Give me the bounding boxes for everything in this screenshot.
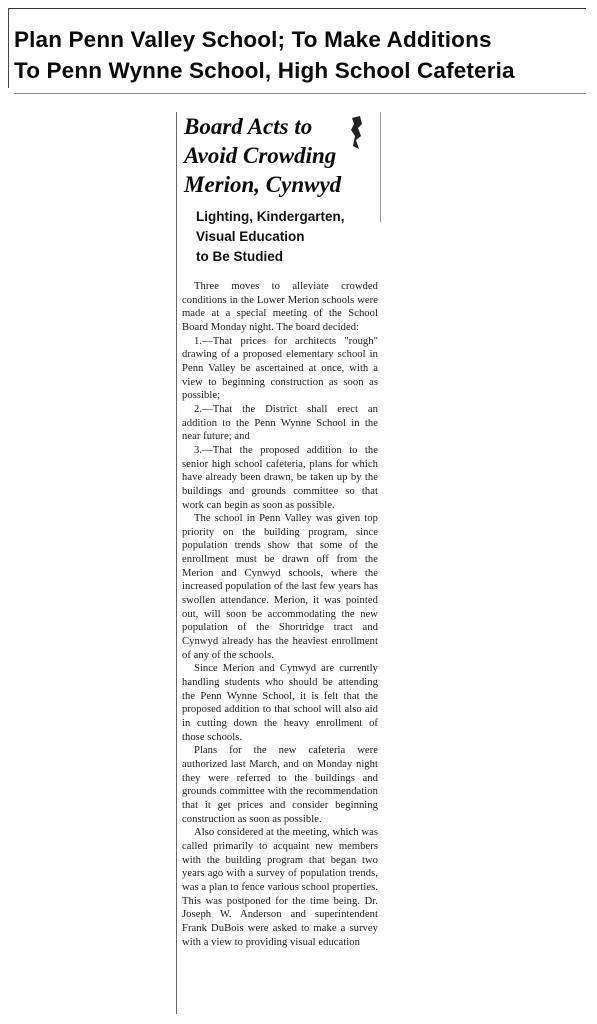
deck-line-3: Merion, Cynwyd <box>184 172 342 197</box>
subdeck-line-1: Lighting, Kindergarten, <box>196 209 345 224</box>
body-paragraph: Since Merion and Cynwyd are currently handling students who should be attending the Penn Wynne School, it is felt that the proposed addition to that school will also aid in cutting down the heavy enrollment of those schools. <box>182 663 378 743</box>
body-paragraph: 2.—That the District shall erect an addition to the Penn Wynne School in the near future; and <box>182 403 378 443</box>
headline <box>14 24 589 86</box>
subdeck-line-2: Visual Education <box>196 229 305 244</box>
article-subdeck <box>196 207 378 267</box>
column-left-rule <box>176 112 177 1014</box>
deck-line-2: Avoid Crowding <box>184 143 337 168</box>
body-paragraph: Also considered at the meeting, which was called primarily to acquaint new members with the building program that began two years ago with a survey of population trends, was a plan to fence various school properties. This was postponed for the time being. Dr. Joseph W. Anderson and superintendent Frank DuBois were asked to make a survey with a view to providing visual education <box>182 827 378 948</box>
body-paragraph: 1.—That prices for architects "rough" drawing of a proposed elementary school in Penn Valley be ascertained at once, with a view to beginning construction as soon as possible; <box>182 335 378 402</box>
deck-line-1: Board Acts to <box>184 114 313 139</box>
headline-line-1: Plan Penn Valley School; To Make Additions <box>14 27 492 52</box>
top-border-rule <box>8 8 586 9</box>
headline-line-2: To Penn Wynne School, High School Cafeteria <box>14 58 515 83</box>
left-border-rule <box>8 8 9 88</box>
article-body <box>178 280 378 949</box>
column-right-rule <box>380 112 381 222</box>
article <box>178 112 378 949</box>
body-paragraph: 3.—That the proposed addition to the senior high school cafeteria, plans for which have already been drawn, be taken up by the buildings and grounds committee so that work can begin as soon as possible. <box>182 444 378 511</box>
body-paragraph: Plans for the new cafeteria were authorized last March, and on Monday night they were referred to the buildings and grounds committee with the recommendation that it get prices and consider beginning construction as soon as possible. <box>182 745 378 825</box>
subdeck-line-3: to Be Studied <box>196 249 283 264</box>
body-paragraph: Three moves to alleviate crowded conditions in the Lower Merion schools were made at a special meeting of the School Board Monday night. The board decided: <box>182 281 378 333</box>
body-paragraph: The school in Penn Valley was given top priority on the building program, since population trends show that some of the enrollment must be drawn off from the Merion and Cynwyd schools, where the increased population of the last few years has swollen attendance. Merion, it was pointed out, will soon be accommodating the new population of the Shortridge tract and Cynwyd already has the heaviest enrollment of any of the schools. <box>182 513 378 661</box>
article-deck <box>184 112 378 199</box>
headline-underline-rule <box>14 93 586 94</box>
